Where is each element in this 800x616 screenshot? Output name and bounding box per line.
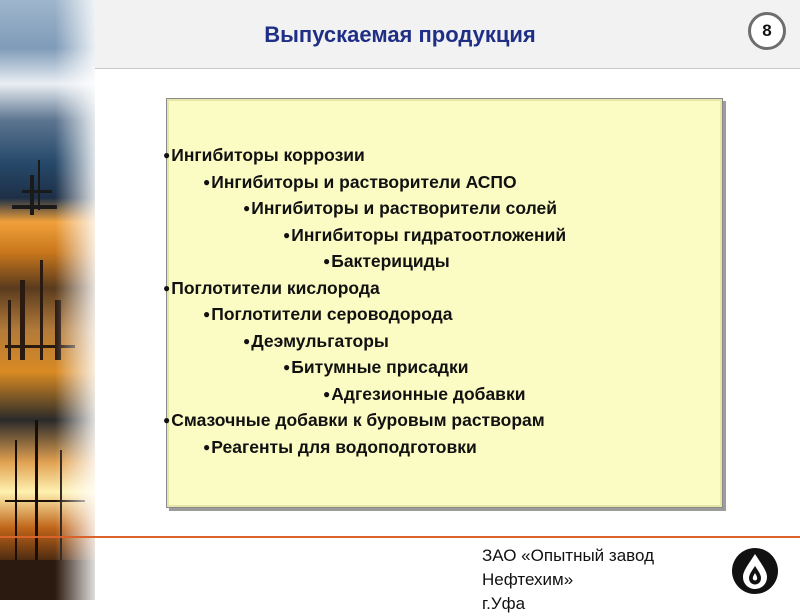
bullet-icon: ●: [323, 254, 331, 268]
product-item: [323, 384, 525, 405]
product-item: [203, 304, 453, 325]
bullet-icon: ●: [283, 227, 291, 242]
product-label: Деэмульгаторы: [251, 330, 389, 351]
bullet-icon: ●: [243, 201, 251, 215]
product-item: [163, 278, 380, 299]
product-label: Бактерициды: [331, 251, 450, 271]
product-label: Смазочные добавки к буровым растворам: [171, 410, 545, 430]
product-label: Битумные присадки: [291, 357, 469, 377]
bullet-icon: ●: [203, 439, 211, 454]
product-label: Ингибиторы коррозии: [171, 145, 365, 165]
product-item: [163, 145, 365, 166]
footer-divider: [0, 536, 800, 538]
company-line-2: Нефтехим»: [482, 570, 574, 589]
bullet-icon: ●: [243, 333, 251, 348]
bullet-icon: ●: [163, 148, 171, 162]
company-line-1: ЗАО «Опытный завод: [482, 546, 654, 565]
product-list: [163, 99, 722, 507]
bullet-icon: ●: [283, 360, 291, 374]
product-item: [243, 198, 557, 219]
product-item: [283, 225, 566, 246]
bullet-icon: ●: [163, 413, 171, 427]
product-label: Реагенты для водоподготовки: [211, 436, 477, 457]
product-label: Поглотители сероводорода: [211, 304, 453, 324]
product-item: [323, 251, 450, 272]
product-label: Ингибиторы и растворители АСПО: [211, 171, 517, 192]
product-item: [283, 357, 468, 378]
products-panel: [163, 98, 723, 508]
bullet-icon: ●: [323, 386, 331, 401]
bullet-icon: ●: [203, 307, 211, 321]
drop-logo-icon: [730, 546, 780, 596]
page-title: Выпускаемая продукция: [264, 22, 536, 47]
product-label: Адгезионные добавки: [331, 383, 526, 404]
product-label: Ингибиторы гидратоотложений: [291, 224, 567, 245]
company-name: [482, 544, 712, 616]
product-item: [243, 331, 389, 352]
product-item: [163, 410, 545, 431]
product-label: Ингибиторы и растворители солей: [251, 198, 557, 218]
industrial-photo-strip: [0, 0, 95, 600]
product-label: Поглотители кислорода: [171, 277, 380, 298]
product-item: [203, 172, 517, 193]
product-item: [203, 437, 477, 458]
company-line-3: г.Уфа: [482, 594, 526, 613]
page-number-badge: 8: [748, 12, 786, 50]
bullet-icon: ●: [163, 280, 171, 295]
bullet-icon: ●: [203, 174, 211, 189]
